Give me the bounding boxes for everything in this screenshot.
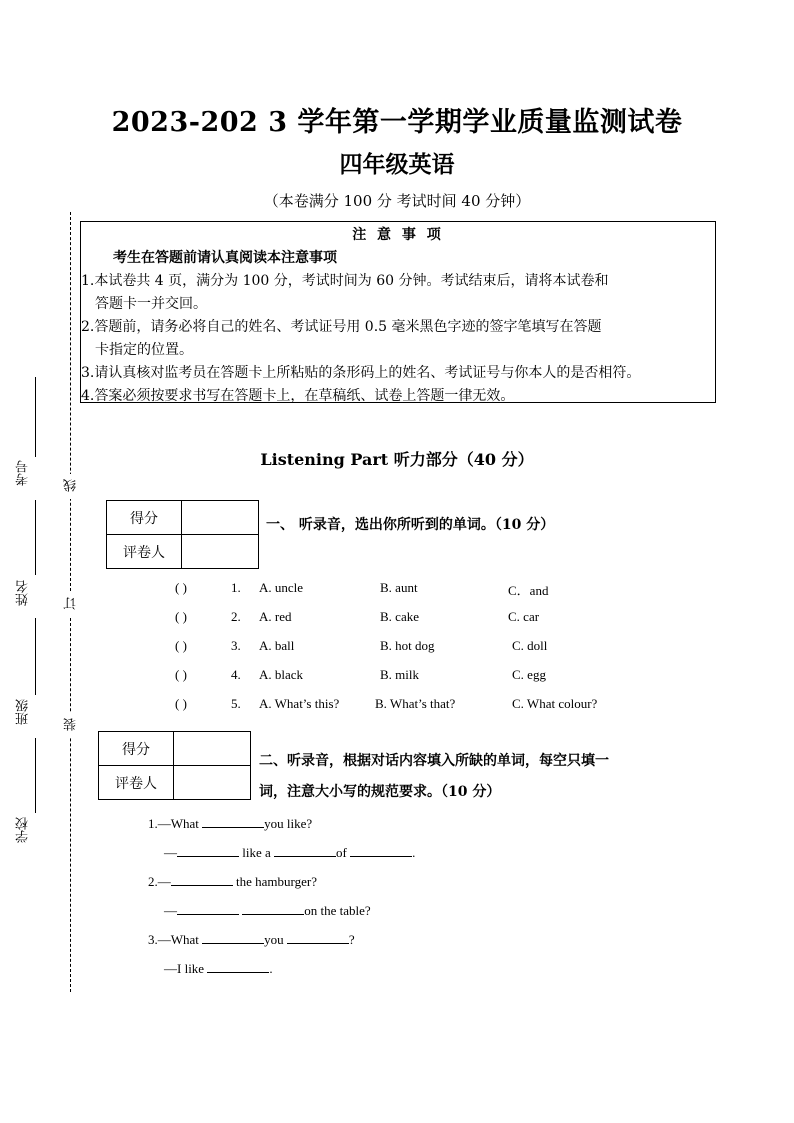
grader-label: 评卷人 xyxy=(99,766,174,800)
option-a: A. black xyxy=(259,667,304,682)
section1-title: 一、 听录音，选出你所听到的单词。（10 分） xyxy=(266,517,555,533)
question-row xyxy=(175,696,735,725)
line-text: . xyxy=(269,961,273,976)
name-field[interactable] xyxy=(35,500,36,575)
dialog-line xyxy=(148,845,548,874)
option-a: A. ball xyxy=(259,638,295,653)
score-label: 得分 xyxy=(107,501,182,535)
question-number: 5. xyxy=(231,696,241,711)
answer-blank[interactable] xyxy=(202,827,264,828)
question-row xyxy=(175,638,735,667)
line-text: you like? xyxy=(264,816,313,831)
answer-blank[interactable] xyxy=(274,856,336,857)
exam-no-label-wrap xyxy=(14,460,33,490)
line-text: 1.—What xyxy=(148,816,203,831)
line-text: on the table? xyxy=(304,903,371,918)
option-c: C. What colour? xyxy=(512,696,598,711)
line-text: the hamburger? xyxy=(232,874,317,889)
option-b: B. aunt xyxy=(380,580,418,595)
line-text: . xyxy=(412,845,416,860)
score-cell[interactable] xyxy=(182,501,259,535)
answer-paren[interactable]: ( ) xyxy=(175,609,187,624)
class-field[interactable] xyxy=(35,618,36,695)
name-label-wrap xyxy=(14,580,33,610)
answer-blank[interactable] xyxy=(177,914,239,915)
question-number: 1. xyxy=(231,580,241,595)
line-text: of xyxy=(336,845,351,860)
class-label: 班级 xyxy=(16,699,31,725)
section2-title-line1: 二、听录音，根据对话内容填入所缺的单词，每空只填一 xyxy=(259,753,609,769)
dialog-line xyxy=(148,874,548,903)
dialog-line xyxy=(148,903,548,932)
notice-item: 3.请认真核对监考员在答题卡上所粘贴的条形码上的姓名、考试证号与你本人的是否相符。 xyxy=(81,365,641,381)
notice-box xyxy=(80,221,716,403)
option-c: C．and xyxy=(508,583,549,598)
binding-seal-char: 装 xyxy=(64,718,79,731)
answer-paren[interactable]: ( ) xyxy=(175,667,187,682)
question-number: 4. xyxy=(231,667,241,682)
binding-bind-char: 订 xyxy=(64,597,79,610)
answer-paren[interactable]: ( ) xyxy=(175,696,187,711)
option-b: B. milk xyxy=(380,667,420,682)
question-row xyxy=(175,580,735,609)
school-field[interactable] xyxy=(35,738,36,813)
answer-blank[interactable] xyxy=(207,972,269,973)
binding-bind-label xyxy=(62,592,81,617)
score-cell[interactable] xyxy=(174,732,251,766)
dialog-line xyxy=(148,932,548,961)
line-text: — xyxy=(164,903,177,918)
line-text: you xyxy=(264,932,287,947)
option-c: C. doll xyxy=(512,638,548,653)
notice-subheading: 考生在答题前请认真阅读本注意事项 xyxy=(113,250,337,266)
line-text: —I like xyxy=(164,961,208,976)
binding-line-label xyxy=(62,474,81,499)
option-c: C. egg xyxy=(512,667,546,682)
line-text: — xyxy=(164,845,177,860)
dialog-line xyxy=(148,816,548,845)
answer-blank[interactable] xyxy=(287,943,349,944)
section2-title-line2: 词，注意大小写的规范要求。（10 分） xyxy=(259,784,501,800)
line-text: 3.—What xyxy=(148,932,203,947)
school-label: 学校 xyxy=(16,817,31,843)
grader-cell[interactable] xyxy=(174,766,251,800)
line-text xyxy=(239,903,242,918)
exam-no-label: 考号 xyxy=(16,460,31,486)
score-label: 得分 xyxy=(99,732,174,766)
option-a: A. uncle xyxy=(259,580,304,595)
exam-no-field[interactable] xyxy=(35,377,36,457)
option-b: B. cake xyxy=(380,609,419,624)
score-box-2 xyxy=(98,731,251,800)
option-a: A. red xyxy=(259,609,292,624)
notice-item: 2.答题前，请务必将自己的姓名、考试证号用 0.5 毫米黑色字迹的签字笔填写在答题 xyxy=(81,319,602,335)
option-c: C. car xyxy=(508,609,540,624)
notice-item: 4.答案必须按要求书写在答题卡上，在草稿纸、试卷上答题一律无效。 xyxy=(81,388,515,404)
answer-blank[interactable] xyxy=(350,856,412,857)
notice-item: 卡指定的位置。 xyxy=(95,342,193,358)
class-label-wrap xyxy=(14,699,33,729)
grader-cell[interactable] xyxy=(182,535,259,569)
option-b: B. hot dog xyxy=(380,638,435,653)
answer-blank[interactable] xyxy=(171,885,233,886)
binding-line-char: 线 xyxy=(64,479,79,492)
line-text: 2.— xyxy=(148,874,171,889)
notice-item: 1.本试卷共 4 页，满分为 100 分，考试时间为 60 分钟。考试结束后，请将本试卷和 xyxy=(81,273,609,289)
answer-blank[interactable] xyxy=(177,856,239,857)
notice-heading: 注 意 事 项 xyxy=(352,227,444,243)
question-number: 2. xyxy=(231,609,241,624)
answer-paren[interactable]: ( ) xyxy=(175,638,187,653)
binding-seal-label xyxy=(62,713,81,738)
page-subtitle: 四年级英语 xyxy=(339,151,455,178)
dialog-line xyxy=(148,961,548,990)
section2-lines xyxy=(148,816,548,990)
question-row xyxy=(175,667,735,696)
score-info: （本卷满分 100 分 考试时间 40 分钟） xyxy=(263,192,531,210)
score-box-1 xyxy=(106,500,259,569)
notice-item: 答题卡一并交回。 xyxy=(95,296,207,312)
option-a: A. What’s this? xyxy=(259,696,340,711)
school-label-wrap xyxy=(14,817,33,847)
answer-blank[interactable] xyxy=(202,943,264,944)
listening-title: Listening Part 听力部分（40 分） xyxy=(260,450,534,469)
page-title: 2023-202 3 学年第一学期学业质量监测试卷 xyxy=(111,107,683,138)
name-label: 姓名 xyxy=(16,580,31,606)
question-number: 3. xyxy=(231,638,241,653)
line-text: like a xyxy=(239,845,275,860)
line-text: ? xyxy=(348,932,355,947)
question-row xyxy=(175,609,735,638)
section1-questions xyxy=(175,580,735,725)
grader-label: 评卷人 xyxy=(107,535,182,569)
answer-blank[interactable] xyxy=(242,914,304,915)
answer-paren[interactable]: ( ) xyxy=(175,580,187,595)
option-b: B. What’s that? xyxy=(375,696,456,711)
